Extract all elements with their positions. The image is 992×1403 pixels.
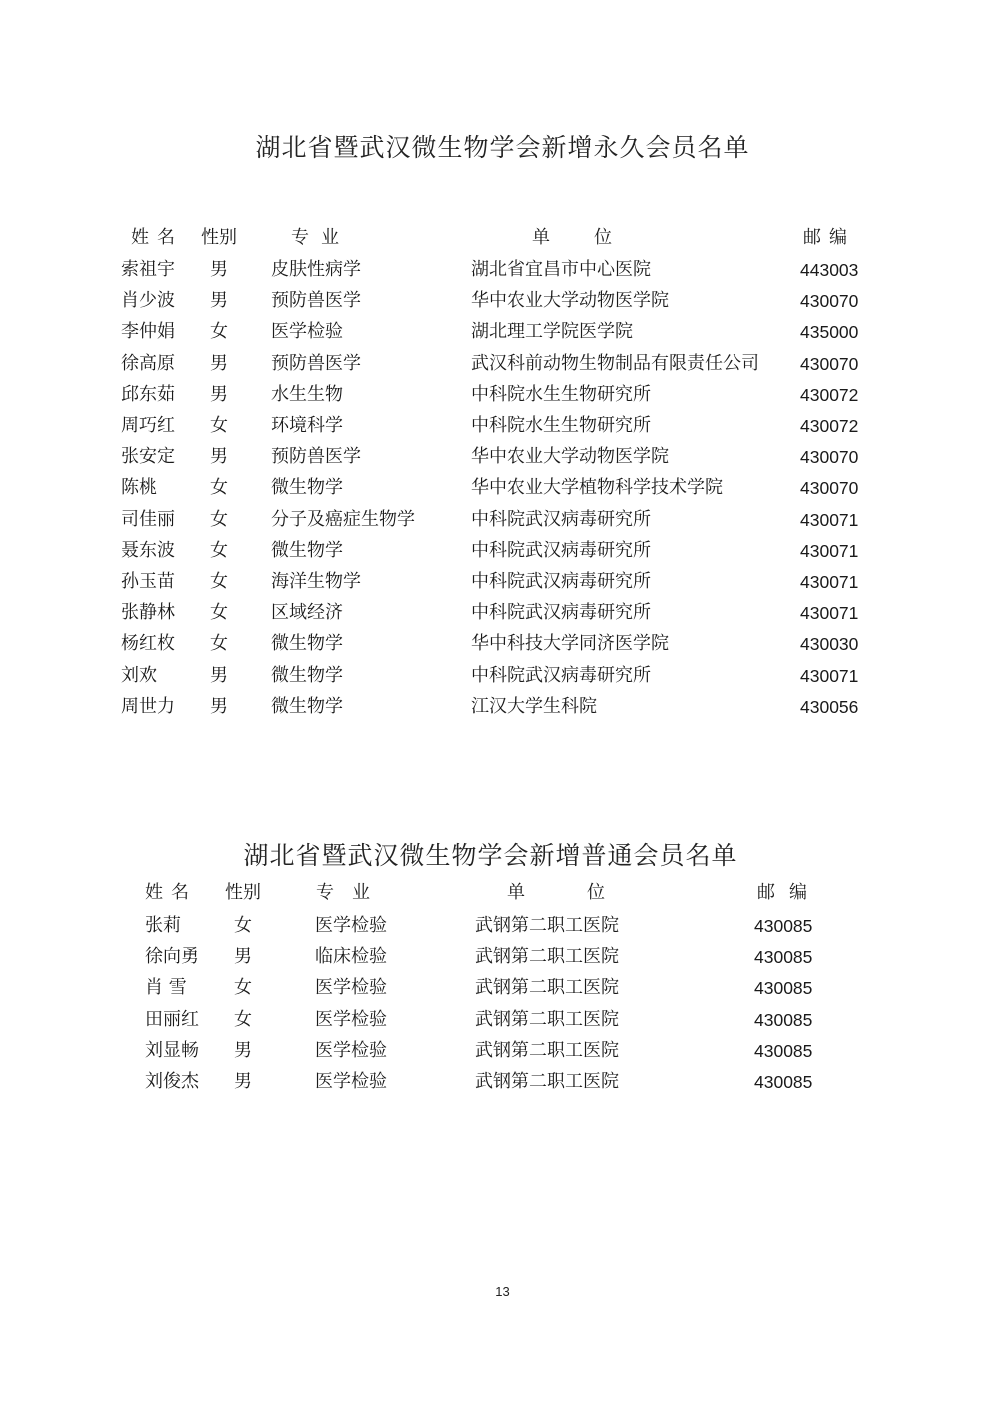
member-postcode: 430085	[754, 1072, 813, 1092]
member-gender: 女	[210, 321, 228, 343]
member-major: 微生物学	[271, 477, 343, 499]
member-unit: 华中农业大学植物科学技术学院	[471, 477, 723, 499]
member-postcode: 430085	[754, 1040, 813, 1061]
member-unit: 中科院水生生物研究所	[471, 383, 651, 405]
member-major: 预防兽医学	[271, 446, 361, 468]
header-gender: 性别	[201, 227, 237, 248]
member-major: 临床检验	[315, 946, 387, 968]
member-gender: 女	[210, 539, 228, 561]
header-major: 专业	[291, 227, 351, 248]
member-major: 水生生物	[271, 383, 343, 405]
member-gender: 女	[210, 508, 228, 530]
member-postcode: 430071	[800, 665, 859, 686]
member-major: 微生物学	[271, 695, 343, 717]
member-name: 张静林	[121, 602, 175, 624]
member-gender: 女	[234, 977, 252, 999]
header-unit: 单位	[532, 227, 656, 248]
member-name: 聂东波	[121, 539, 175, 561]
member-name: 田丽红	[145, 1008, 199, 1030]
member-gender: 女	[234, 915, 252, 936]
member-gender: 男	[210, 352, 228, 374]
member-unit: 武汉科前动物生物制品有限责任公司	[471, 352, 759, 374]
member-postcode: 430070	[800, 291, 859, 312]
header-name: 姓名	[145, 882, 197, 903]
member-major: 海洋生物学	[271, 571, 361, 592]
member-postcode: 430085	[754, 978, 813, 999]
member-postcode: 430071	[800, 540, 859, 561]
member-postcode: 430070	[800, 353, 859, 374]
header-unit: 单位	[507, 882, 667, 903]
member-name: 索祖宇	[121, 259, 175, 280]
member-unit: 中科院水生生物研究所	[471, 415, 651, 436]
member-postcode: 430071	[800, 572, 859, 592]
member-name: 张安定	[121, 446, 175, 468]
member-unit: 武钢第二职工医院	[475, 946, 619, 968]
member-unit: 华中农业大学动物医学院	[471, 290, 669, 312]
member-unit: 武钢第二职工医院	[475, 1071, 619, 1092]
member-name: 司佳丽	[121, 508, 175, 530]
regular-members-title: 湖北省暨武汉微生物学会新增普通会员名单	[243, 841, 738, 870]
member-postcode: 430071	[800, 509, 859, 530]
member-postcode: 430056	[800, 696, 859, 717]
member-postcode: 430072	[800, 416, 859, 436]
member-postcode: 430085	[754, 947, 813, 968]
member-major: 微生物学	[271, 633, 343, 655]
member-postcode: 430085	[754, 1009, 813, 1030]
member-name: 周世力	[121, 695, 175, 717]
member-name: 肖少波	[121, 290, 175, 312]
member-gender: 男	[210, 383, 228, 405]
member-major: 医学检验	[271, 321, 343, 343]
member-gender: 女	[210, 602, 228, 624]
member-postcode: 435000	[800, 322, 859, 343]
member-name: 徐高原	[121, 352, 175, 374]
member-unit: 华中农业大学动物医学院	[471, 446, 669, 468]
member-major: 预防兽医学	[271, 352, 361, 374]
member-name: 徐向勇	[145, 946, 199, 968]
member-postcode: 430071	[800, 603, 859, 624]
header-postcode: 邮编	[803, 227, 855, 248]
member-major: 微生物学	[271, 539, 343, 561]
member-major: 预防兽医学	[271, 290, 361, 312]
member-unit: 中科院武汉病毒研究所	[471, 508, 651, 530]
member-unit: 武钢第二职工医院	[475, 1039, 619, 1061]
member-unit: 华中科技大学同济医学院	[471, 633, 669, 655]
member-unit: 湖北理工学院医学院	[471, 321, 633, 343]
member-major: 医学检验	[315, 1039, 387, 1061]
member-unit: 中科院武汉病毒研究所	[471, 664, 651, 686]
member-gender: 女	[210, 477, 228, 499]
member-gender: 男	[210, 664, 228, 686]
member-postcode: 430070	[800, 447, 859, 468]
member-gender: 男	[210, 695, 228, 717]
member-gender: 男	[234, 1071, 252, 1092]
member-unit: 武钢第二职工医院	[475, 977, 619, 999]
header-postcode: 邮编	[757, 882, 821, 903]
member-unit: 武钢第二职工医院	[475, 1008, 619, 1030]
member-major: 皮肤性病学	[271, 259, 361, 280]
member-unit: 湖北省宜昌市中心医院	[471, 259, 651, 280]
member-name: 刘欢	[121, 664, 157, 686]
member-gender: 男	[210, 290, 228, 312]
member-name: 李仲娟	[121, 321, 175, 343]
member-unit: 中科院武汉病毒研究所	[471, 539, 651, 561]
member-gender: 女	[210, 633, 228, 655]
member-major: 分子及癌症生物学	[271, 508, 415, 530]
member-major: 医学检验	[315, 1071, 387, 1092]
member-postcode: 430030	[800, 634, 859, 655]
member-gender: 女	[210, 571, 228, 592]
member-name: 邱东茹	[121, 383, 175, 405]
member-unit: 武钢第二职工医院	[475, 915, 619, 936]
member-name: 周巧红	[121, 415, 175, 436]
member-postcode: 430072	[800, 384, 859, 405]
member-gender: 女	[210, 415, 228, 436]
member-unit: 中科院武汉病毒研究所	[471, 602, 651, 624]
member-gender: 男	[234, 1039, 252, 1061]
member-major: 微生物学	[271, 664, 343, 686]
member-postcode: 430085	[754, 916, 813, 936]
member-major: 区域经济	[271, 602, 343, 624]
member-gender: 女	[234, 1008, 252, 1030]
member-name: 刘显畅	[145, 1039, 199, 1061]
member-unit: 江汉大学生科院	[471, 695, 597, 717]
member-major: 医学检验	[315, 977, 387, 999]
member-major: 医学检验	[315, 1008, 387, 1030]
member-unit: 中科院武汉病毒研究所	[471, 571, 651, 592]
member-name: 杨红枚	[121, 633, 175, 655]
member-name: 刘俊杰	[145, 1071, 199, 1092]
member-major: 环境科学	[271, 415, 343, 436]
member-postcode: 443003	[800, 260, 859, 280]
member-gender: 男	[210, 259, 228, 280]
header-name: 姓名	[131, 227, 183, 248]
member-major: 医学检验	[315, 915, 387, 936]
member-name: 陈桃	[121, 477, 157, 499]
member-name: 张莉	[145, 915, 181, 936]
member-gender: 男	[234, 946, 252, 968]
member-postcode: 430070	[800, 478, 859, 499]
header-major: 专业	[316, 882, 388, 903]
member-name: 肖 雪	[145, 977, 187, 999]
member-gender: 男	[210, 446, 228, 468]
page-number: 13	[495, 1284, 510, 1299]
member-name: 孙玉苗	[121, 571, 175, 592]
header-gender: 性别	[225, 882, 261, 903]
permanent-members-title: 湖北省暨武汉微生物学会新增永久会员名单	[255, 133, 750, 162]
